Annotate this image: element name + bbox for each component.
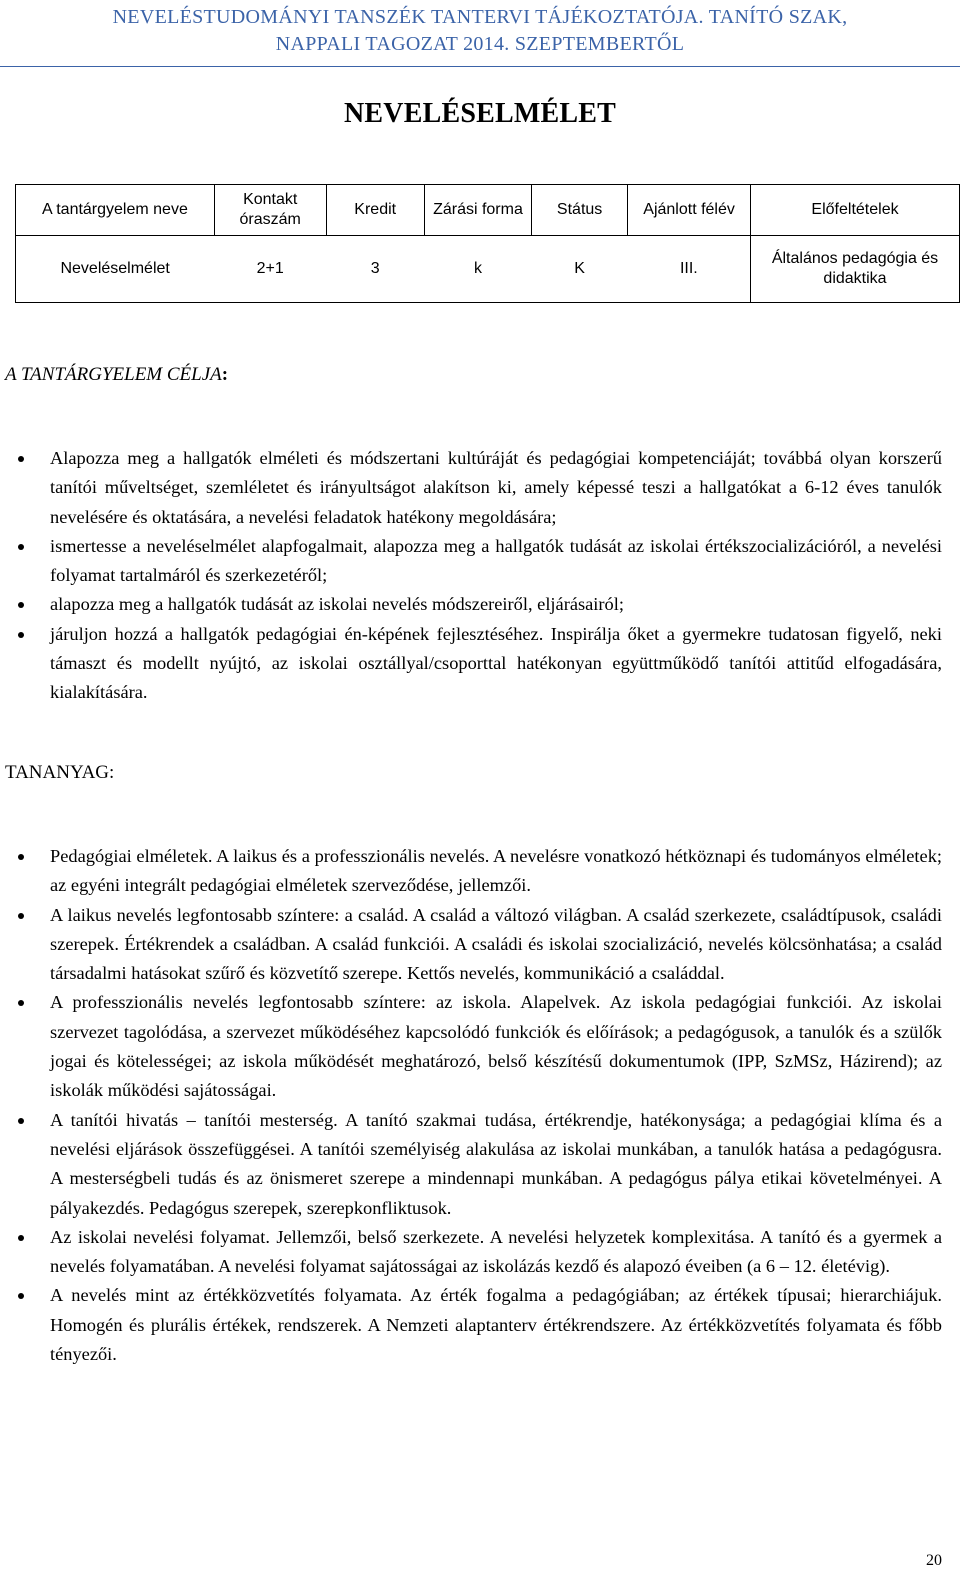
header-divider — [0, 66, 960, 67]
value-cell-semester: III. — [628, 236, 751, 303]
goal-section-heading: A TANTÁRGYELEM CÉLJA: — [5, 364, 229, 385]
header-line-2: NAPPALI TAGOZAT 2014. SZEPTEMBERTŐL — [275, 33, 685, 55]
goal-list — [18, 444, 942, 708]
header-cell-name: A tantárgyelem neve — [16, 185, 215, 236]
content-list — [18, 842, 942, 1369]
table-header-row — [16, 185, 960, 236]
bullet-icon — [18, 1000, 24, 1006]
list-item: A tanítói hivatás – tanítói mesterség. A tanító szakmai tudása, értékrendje, hatékonysága; a pedagógiai klíma és a nevelési eljárások összefüggései. A tanítói személyiség alakulása az iskolai munkában, a tanulók hatása a pedagógusra. A mesterségbeli tudás és az önismeret szerepe a mindennapi munkában. A pedagógus pálya etikai követelményei. A pályakezdés. Pedagógus szerepek, szerepkonfliktusok. — [18, 1106, 942, 1223]
document-header — [0, 0, 960, 58]
value-cell-status: K — [532, 236, 628, 303]
header-cell-prerequisites: Előfeltételek — [751, 185, 960, 236]
page-title: NEVELÉSELMÉLET — [344, 98, 616, 129]
table-value-row — [16, 236, 960, 303]
list-item: ismertesse a neveléselmélet alapfogalmait, alapozza meg a hallgatók tudását az iskolai értékszocializációról, a nevelési folyamat tartalmáról és szerkezetéről; — [18, 532, 942, 591]
value-cell-prerequisites: Általános pedagógia és didaktika — [751, 236, 960, 303]
bullet-icon — [18, 632, 24, 638]
list-item: Alapozza meg a hallgatók elméleti és módszertani kultúráját és pedagógiai kompetenciáját; továbbá olyan korszerű tanítói műveltséget, szemléletet és irányultságot alakítson ki, amely képessé teszi a hallgatókat a 6-12 éves tanulók nevelésére és oktatására, a nevelési feladatok hatékony megoldására; — [18, 444, 942, 532]
value-cell-credit: 3 — [326, 236, 424, 303]
list-item: A laikus nevelés legfontosabb színtere: a család. A család a változó világban. A család szerkezete, családtípusok, családi szerepek. Értékrendek a családban. A család funkciói. A családi és iskolai szocializáció, nevelés kölcsönhatása; a család társadalmi hatásokat szűrő és közvetítő szerepe. Kettős nevelés, kommunikáció a családdal. — [18, 901, 942, 989]
header-cell-credit: Kredit — [326, 185, 424, 236]
subject-info-table — [15, 184, 960, 303]
list-item: járuljon hozzá a hallgatók pedagógiai én-képének fejlesztéséhez. Inspirálja őket a gyermekre tudatosan figyelő, neki támaszt és modellt nyújtó, az iskolai osztállyal/csoporttal hatékonyan együttműködő tanítói attitűd elfogadására, kialakítására. — [18, 620, 942, 708]
value-cell-name: Neveléselmélet — [16, 236, 215, 303]
bullet-icon — [18, 544, 24, 550]
header-cell-status: Státus — [532, 185, 628, 236]
list-item: Az iskolai nevelési folyamat. Jellemzői, belső szerkezete. A nevelési helyzetek komplexitása. A tanító és a gyermek a nevelés folyamatában. A nevelési folyamat sajátosságai az iskolázás kezdő és alapozó éveiben (a 6 – 12. életévig). — [18, 1223, 942, 1282]
bullet-icon — [18, 1118, 24, 1124]
header-line-1: NEVELÉSTUDOMÁNYI TANSZÉK TANTERVI TÁJÉKOZTATÓJA. TANÍTÓ SZAK, — [112, 6, 848, 28]
bullet-icon — [18, 1235, 24, 1241]
bullet-icon — [18, 854, 24, 860]
list-item: A professzionális nevelés legfontosabb színtere: az iskola. Alapelvek. Az iskola pedagógiai funkciói. Az iskolai szervezet tagolódása, a szervezet működéséhez kapcsolódó funkciók és előírások; a pedagógusok, a tanulók és a szülők jogai és kötelességei; az iskola működését meghatározó, belső készítésű dokumentumok (IPP, SzMSz, Házirend); az iskolák működési sajátosságai. — [18, 988, 942, 1105]
bullet-icon — [18, 913, 24, 919]
bullet-icon — [18, 602, 24, 608]
header-cell-semester: Ajánlott félév — [628, 185, 751, 236]
value-cell-exam-form: k — [424, 236, 531, 303]
content-section-heading: TANANYAG: — [5, 762, 115, 783]
bullet-icon — [18, 456, 24, 462]
value-cell-contact-hours: 2+1 — [214, 236, 326, 303]
list-item: A nevelés mint az értékközvetítés folyamata. Az érték fogalma a pedagógiában; az értékek típusai; hierarchiájuk. Homogén és plurális értékek, rendszerek. A Nemzeti alaptanterv értékrendszere. Az értékközvetítés folyamata és főbb tényezői. — [18, 1281, 942, 1369]
header-cell-contact-hours: Kontakt óraszám — [214, 185, 326, 236]
bullet-icon — [18, 1293, 24, 1299]
header-cell-exam-form: Zárási forma — [424, 185, 531, 236]
page-number: 20 — [926, 1552, 942, 1569]
list-item: alapozza meg a hallgatók tudását az iskolai nevelés módszereiről, eljárásairól; — [18, 590, 942, 619]
list-item: Pedagógiai elméletek. A laikus és a professzionális nevelés. A nevelésre vonatkozó hétköznapi és tudományos elméletek; az egyéni integrált pedagógiai elméletek szerveződése, jellemzői. — [18, 842, 942, 901]
